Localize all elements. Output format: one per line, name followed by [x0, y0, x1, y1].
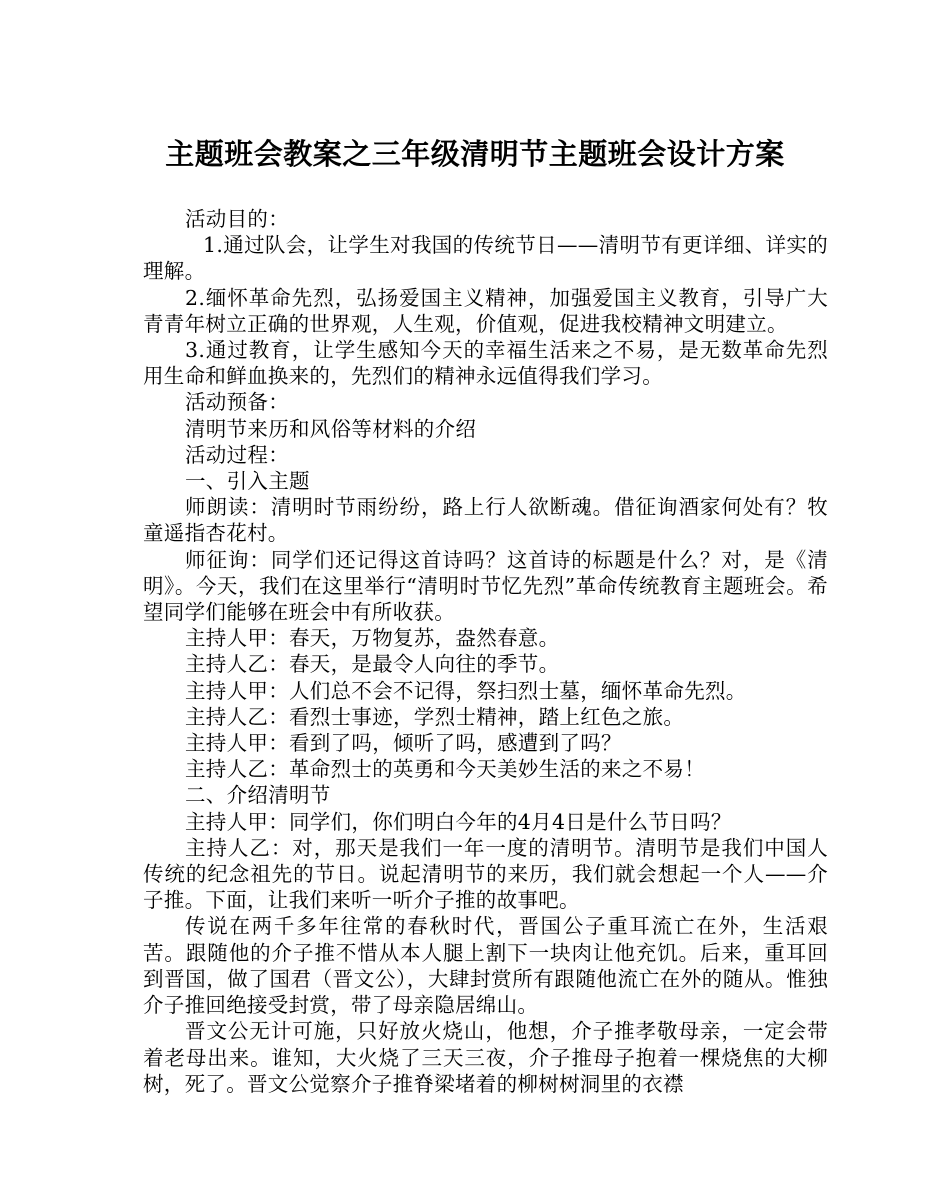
- section-heading-process: 活动过程：: [185, 442, 289, 467]
- dialogue-line: 主持人甲：看到了吗，倾听了吗，感遭到了吗？: [185, 731, 622, 756]
- section-heading-goals: 活动目的：: [185, 207, 289, 231]
- dialogue-line: 主持人乙：看烈士事迹，学烈士精神，踏上红色之旅。: [185, 704, 685, 729]
- paragraph: 晋文公无计可施，只好放火烧山，他想，介子推孝敬母亲，一定会带着老母出来。谁知，大火烧了三天三夜，介子推母子抱着一棵烧焦的大柳树，死了。晋文公觉察介子推脊梁堵着的柳树树洞里的衣襟: [143, 1019, 828, 1096]
- dialogue-line: 主持人甲：同学们，你们明白今年的4月4日是什么节日吗？: [185, 809, 732, 834]
- document-title: 主题班会教案之三年级清明节主题班会设计方案: [165, 137, 785, 171]
- goal-item-2: 2.缅怀革命先烈，弘扬爱国主义精神，加强爱国主义教育，引导广大青青年树立正确的世界观，人生观，价值观，促进我校精神文明建立。: [143, 285, 828, 336]
- subheading-intro: 一、引入主题: [185, 469, 310, 494]
- document-body: [143, 206, 828, 1097]
- goal-item-3: 3.通过教育，让学生感知今天的幸福生活来之不易，是无数革命先烈用生命和鲜血换来的，先烈们的精神永远值得我们学习。: [143, 338, 828, 389]
- preparation-text: 清明节来历和风俗等材料的介绍: [185, 416, 477, 441]
- dialogue-line: 主持人乙：春天，是最令人向往的季节。: [185, 652, 560, 677]
- paragraph: 师朗读：清明时节雨纷纷，路上行人欲断魂。借征询酒家何处有？牧童遥指杏花村。: [143, 495, 828, 546]
- dialogue-line: 主持人甲：人们总不会不记得，祭扫烈士墓，缅怀革命先烈。: [185, 678, 747, 703]
- paragraph: 主持人乙：对，那天是我们一年一度的清明节。清明节是我们中国人传统的纪念祖先的节日。说起清明节的来历，我们就会想起一个人——介子推。下面，让我们来听一听介子推的故事吧。: [143, 835, 828, 913]
- goal-item-1: 1.通过队会，让学生对我国的传统节日——清明节有更详细、详实的理解。: [143, 233, 828, 284]
- dialogue-line: 主持人甲：春天，万物复苏，盎然春意。: [185, 626, 560, 651]
- subheading-qingming: 二、介绍清明节: [185, 783, 331, 808]
- paragraph: 师征询：同学们还记得这首诗吗？这首诗的标题是什么？对，是《清明》。今天，我们在这里举行“清明时节忆先烈”革命传统教育主题班会。希望同学们能够在班会中有所收获。: [143, 547, 828, 625]
- dialogue-line: 主持人乙：革命烈士的英勇和今天美妙生活的来之不易！: [185, 757, 705, 782]
- section-heading-preparation: 活动预备：: [185, 390, 289, 415]
- paragraph: 传说在两千多年往常的春秋时代，晋国公子重耳流亡在外，生活艰苦。跟随他的介子推不惜从本人腿上割下一块肉让他充饥。后来，重耳回到晋国，做了国君（晋文公），大肆封赏所有跟随他流亡在外的随从。惟独介子推回绝接受封赏，带了母亲隐居绵山。: [143, 914, 828, 1018]
